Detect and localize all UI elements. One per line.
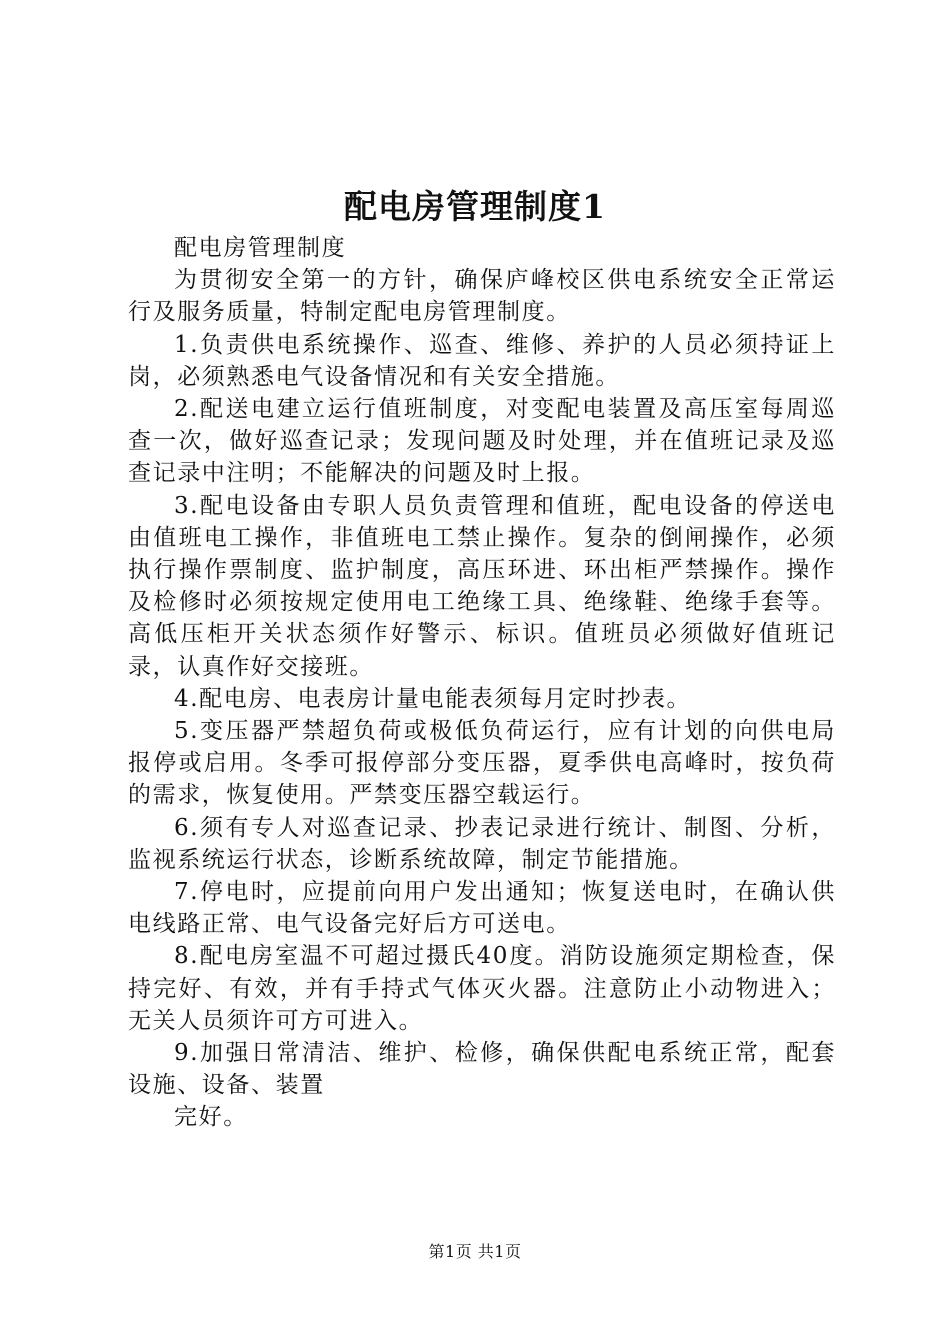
page-title: 配电房管理制度1	[344, 187, 606, 226]
paragraph-heading: 配电房管理制度	[174, 235, 347, 261]
page-footer: 第1页 共1页	[428, 1242, 522, 1261]
paragraph-item-6: 6.须有专人对巡查记录、抄表记录进行统计、制图、分析，监视系统运行状态，诊断系统故障，制定节能措施。	[128, 814, 836, 873]
document-body	[128, 232, 836, 1134]
paragraph-intro: 为贯彻安全第一的方针，确保庐峰校区供电系统安全正常运行及服务质量，特制定配电房管理制度。	[128, 267, 836, 326]
paragraph-closing: 完好。	[174, 1104, 248, 1131]
paragraph-item-1: 1.负责供电系统操作、巡查、维修、养护的人员必须持证上岗，必须熟悉电气设备情况和有关安全措施。	[128, 331, 836, 390]
paragraph-item-4: 4.配电房、电表房计量电能表须每月定时抄表。	[174, 685, 692, 712]
paragraph-item-8: 8.配电房室温不可超过摄氏40度。消防设施须定期检查，保持完好、有效，并有手持式气体灭火器。注意防止小动物进入；无关人员须许可方可进入。	[128, 943, 836, 1034]
paragraph-item-2: 2.配送电建立运行值班制度，对变配电装置及高压室每周巡查一次，做好巡查记录；发现问题及时处理，并在值班记录及巡查记录中注明；不能解决的问题及时上报。	[128, 396, 836, 487]
paragraph-item-9: 9.加强日常清洁、维护、检修，确保供配电系统正常，配套设施、设备、装置	[128, 1040, 836, 1099]
paragraph-item-7: 7.停电时，应提前向用户发出通知；恢复送电时，在确认供电线路正常、电气设备完好后方可送电。	[128, 879, 836, 938]
paragraph-item-5: 5.变压器严禁超负荷或极低负荷运行，应有计划的向供电局报停或启用。冬季可报停部分变压器，夏季供电高峰时，按负荷的需求，恢复使用。严禁变压器空载运行。	[128, 718, 836, 809]
paragraph-item-3: 3.配电设备由专职人员负责管理和值班，配电设备的停送电由值班电工操作，非值班电工禁止操作。复杂的倒闸操作，必须执行操作票制度、监护制度，高压环进、环出柜严禁操作。操作及检修时必须按规定使用电工绝缘工具、绝缘鞋、绝缘手套等。高低压柜开关状态须作好警示、标识。值班员必须做好值班记录，认真作好交接班。	[128, 492, 836, 680]
